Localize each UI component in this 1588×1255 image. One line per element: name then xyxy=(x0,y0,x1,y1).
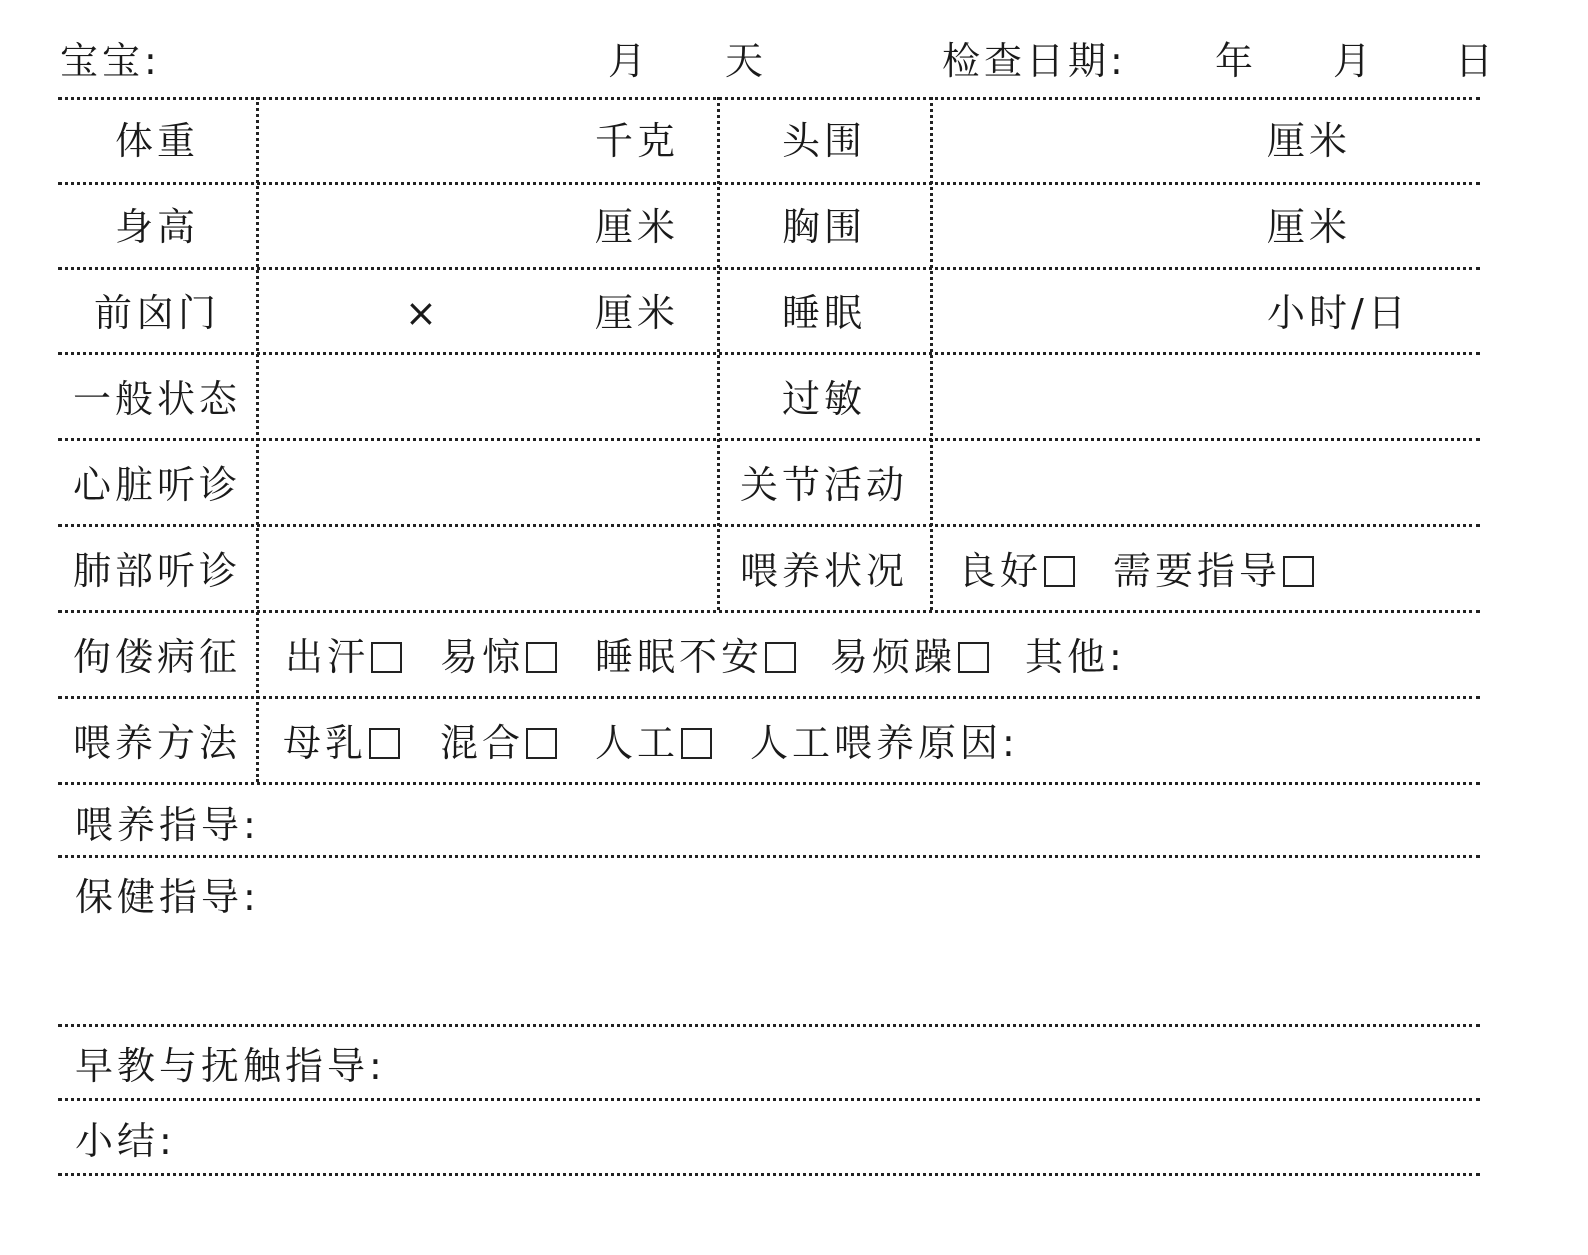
height-unit: 厘米 xyxy=(595,205,680,249)
column-divider xyxy=(930,97,933,610)
day-unit: 日 xyxy=(1455,39,1498,83)
feeding-status-option[interactable]: 需要指导 xyxy=(1113,552,1314,590)
checkbox[interactable] xyxy=(958,642,989,673)
feeding-status-label: 喂养状况 xyxy=(739,549,909,593)
lung-label: 肺部听诊 xyxy=(72,549,242,593)
year-unit: 年 xyxy=(1215,39,1258,83)
head-circ-label: 头围 xyxy=(781,119,867,163)
feeding-status-option[interactable]: 良好 xyxy=(958,552,1075,590)
divider xyxy=(58,97,1480,100)
fontanelle-times: × xyxy=(405,291,441,335)
checkbox[interactable] xyxy=(526,728,557,759)
rickets-label: 佝偻病征 xyxy=(72,635,242,679)
column-divider xyxy=(717,97,720,610)
allergy-label: 过敏 xyxy=(781,377,867,421)
feeding-method-label: 喂养方法 xyxy=(72,721,242,765)
day-label: 天 xyxy=(725,39,768,83)
chest-circ-unit: 厘米 xyxy=(1267,205,1352,249)
rickets-option[interactable]: 易烦躁 xyxy=(830,638,989,676)
joint-label: 关节活动 xyxy=(739,463,909,507)
rickets-option[interactable]: 易惊 xyxy=(440,638,557,676)
sleep-label: 睡眠 xyxy=(781,291,867,335)
checkbox[interactable] xyxy=(1283,556,1314,587)
fontanelle-unit: 厘米 xyxy=(595,291,680,335)
divider xyxy=(58,1024,1480,1027)
rickets-option[interactable]: 出汗 xyxy=(285,638,402,676)
divider xyxy=(58,267,1480,270)
month-unit: 月 xyxy=(1333,39,1376,83)
divider xyxy=(58,524,1480,527)
rickets-option[interactable]: 睡眠不安 xyxy=(595,638,796,676)
column-divider xyxy=(256,97,259,782)
checkbox[interactable] xyxy=(371,642,402,673)
chest-circ-label: 胸围 xyxy=(781,205,867,249)
fontanelle-label: 前囟门 xyxy=(93,291,221,335)
head-circ-unit: 厘米 xyxy=(1267,119,1352,163)
baby-label: 宝宝: xyxy=(60,39,161,83)
checkbox[interactable] xyxy=(681,728,712,759)
weight-unit: 千克 xyxy=(595,119,680,163)
month-label: 月 xyxy=(608,39,651,83)
divider xyxy=(58,696,1480,699)
summary-label: 小结: xyxy=(75,1119,176,1163)
checkbox[interactable] xyxy=(765,642,796,673)
early-education-label: 早教与抚触指导: xyxy=(75,1044,386,1088)
sleep-unit: 小时/日 xyxy=(1267,291,1410,335)
feeding-method-option[interactable]: 人工 xyxy=(595,724,712,762)
checkbox[interactable] xyxy=(526,642,557,673)
divider xyxy=(58,855,1480,858)
divider xyxy=(58,438,1480,441)
divider xyxy=(58,182,1480,185)
weight-label: 体重 xyxy=(114,119,200,163)
feeding-method-option[interactable]: 母乳 xyxy=(283,724,400,762)
height-label: 身高 xyxy=(114,205,200,249)
rickets-other-label: 其他: xyxy=(1025,635,1126,679)
feeding-method-option[interactable]: 混合 xyxy=(440,724,557,762)
divider xyxy=(58,1098,1480,1101)
checkbox[interactable] xyxy=(369,728,400,759)
feeding-guide-label: 喂养指导: xyxy=(75,803,260,847)
check-date-label: 检查日期: xyxy=(942,39,1127,83)
checkbox[interactable] xyxy=(1044,556,1075,587)
general-status-label: 一般状态 xyxy=(72,377,242,421)
artificial-feeding-reason-label: 人工喂养原因: xyxy=(750,721,1019,765)
health-guide-label: 保健指导: xyxy=(75,875,260,919)
divider xyxy=(58,352,1480,355)
heart-label: 心脏听诊 xyxy=(72,463,242,507)
divider xyxy=(58,782,1480,785)
divider xyxy=(58,1173,1480,1176)
divider xyxy=(58,610,1480,613)
